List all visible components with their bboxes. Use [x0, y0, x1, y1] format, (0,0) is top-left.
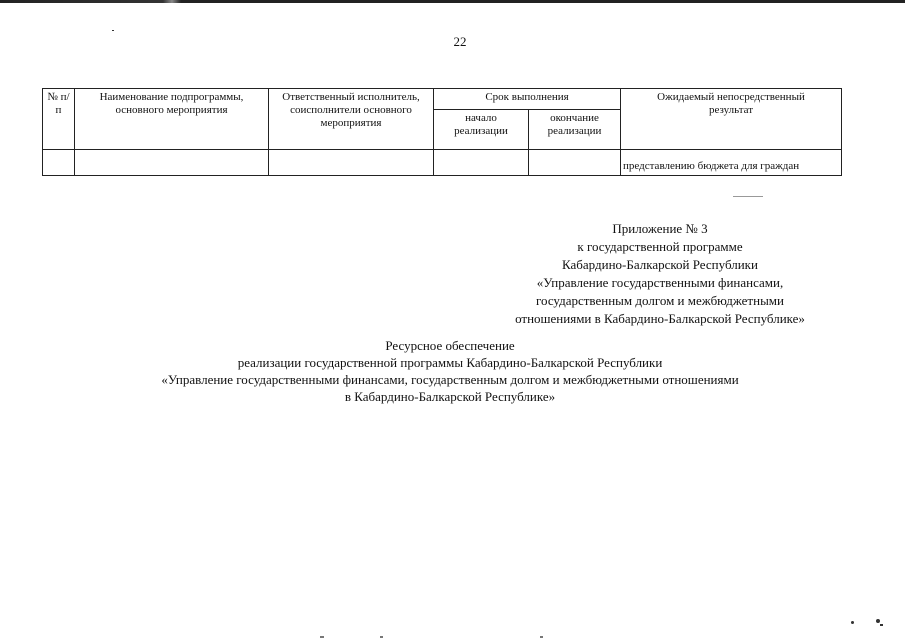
- scan-speck: [540, 636, 543, 638]
- header-name: Наименование подпрограммы, основного мероприятия: [75, 89, 269, 150]
- scan-speck: [380, 636, 383, 638]
- appendix-line: «Управление государственными финансами,: [536, 275, 784, 290]
- scan-speck: [876, 619, 880, 623]
- header-executor: Ответственный исполнитель, соисполнители основного мероприятия: [269, 89, 434, 150]
- scan-speck: [880, 624, 883, 626]
- cell-number: [43, 150, 75, 176]
- resource-title: [100, 337, 800, 405]
- header-end: окончание реализации: [529, 110, 621, 150]
- table-header-row: [43, 89, 842, 110]
- scan-edge-line: [0, 0, 905, 3]
- scan-speck: [733, 196, 763, 197]
- appendix-line: Кабардино-Балкарской Республики: [562, 257, 758, 272]
- scan-speck: [112, 30, 114, 31]
- resource-title-line: Ресурсное обеспечение: [385, 338, 515, 353]
- table-row: [43, 150, 842, 176]
- header-deadline: Срок выполнения: [434, 89, 621, 110]
- appendix-line: к государственной программе: [577, 239, 743, 254]
- appendix-line: Приложение № 3: [612, 221, 708, 236]
- resource-title-line: в Кабардино-Балкарской Республике»: [344, 389, 556, 404]
- cell-end: [529, 150, 621, 176]
- cell-start: [434, 150, 529, 176]
- resource-title-line: реализации государственной программы Кабардино-Балкарской Республики: [237, 355, 663, 370]
- resource-title-line: «Управление государственными финансами, государственным долгом и межбюджетными отношениями: [161, 372, 739, 387]
- header-result: Ожидаемый непосредственный результат: [621, 89, 842, 150]
- scan-speck: [320, 636, 324, 638]
- activities-table: [42, 88, 842, 176]
- cell-result: представлению бюджета для граждан: [621, 150, 842, 176]
- appendix-line: государственным долгом и межбюджетными: [535, 293, 784, 308]
- appendix-line: отношениями в Кабардино-Балкарской Республике»: [515, 311, 805, 326]
- header-number: № п/п: [43, 89, 75, 150]
- header-start: начало реализации: [434, 110, 529, 150]
- page-number: 22: [453, 34, 467, 49]
- scan-speck: [851, 621, 854, 624]
- appendix-block: [450, 220, 870, 328]
- cell-name: [75, 150, 269, 176]
- cell-executor: [269, 150, 434, 176]
